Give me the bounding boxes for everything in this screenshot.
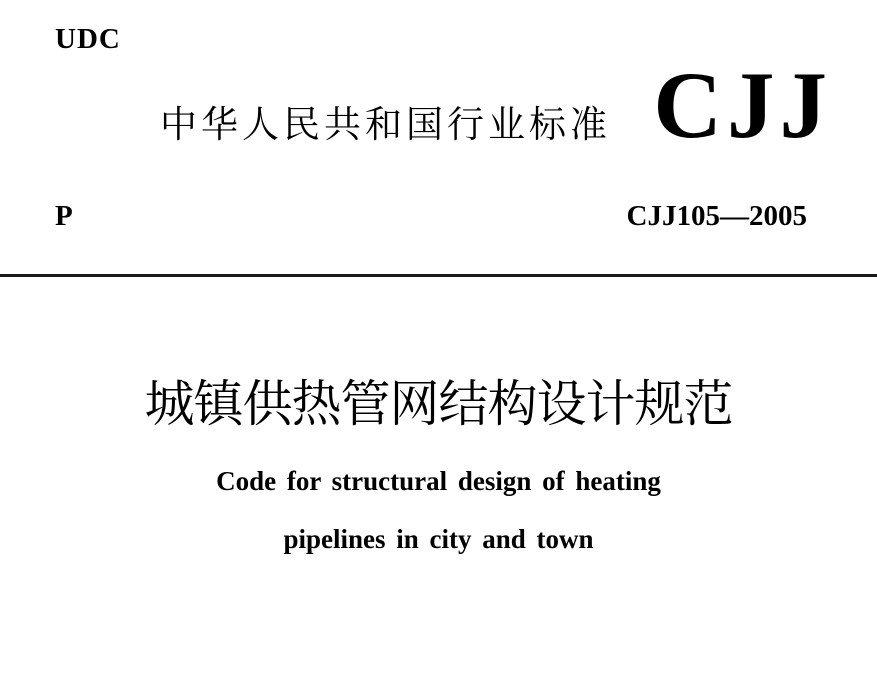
document-title-english-line1: Code for structural design of heating [216, 466, 661, 496]
document-title-chinese: 城镇供热管网结构设计规范 [144, 376, 733, 432]
horizontal-divider [0, 274, 877, 277]
standard-code-large: CJJ [653, 52, 832, 158]
standard-type-heading: 中华人民共和国行业标准 [160, 104, 611, 145]
standard-number: CJJ105—2005 [626, 200, 807, 232]
udc-label: UDC [55, 23, 121, 55]
document-title-english-line2: pipelines in city and town [283, 524, 594, 554]
classification-letter: P [55, 200, 73, 232]
